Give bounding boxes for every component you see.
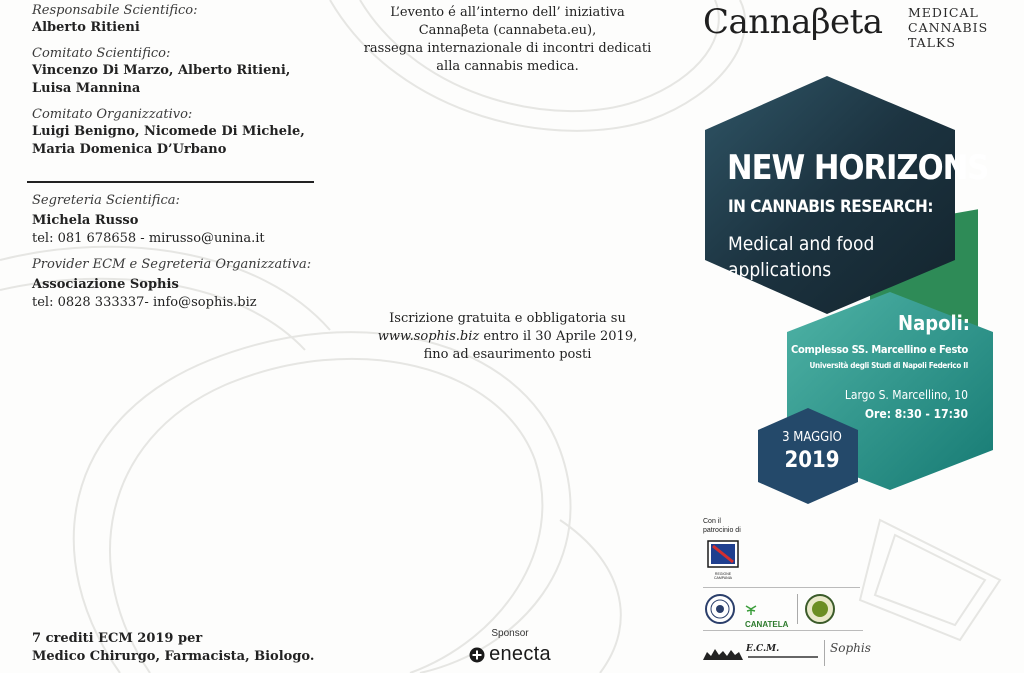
venue-label: Complesso SS. Marcellino e Festo: [790, 343, 968, 356]
comitato-scientifico-line1: Vincenzo Di Marzo, Alberto Ritieni,: [32, 63, 291, 78]
provider-ecm: [32, 256, 322, 312]
credits-block: [32, 630, 332, 666]
enecta-plus-icon: [469, 647, 485, 663]
subtitle-line1: MEDICAL: [908, 5, 979, 20]
title-line4: applications: [728, 259, 832, 281]
patronage-line2: patrocinio di: [703, 527, 741, 534]
intro-text: [355, 4, 660, 76]
regione-campania-logo: [707, 540, 739, 580]
cannabeta-logo: Cannaβeta: [703, 2, 883, 42]
green-seal-icon: [805, 594, 835, 624]
segreteria-label: Segreteria Scientifica:: [32, 193, 180, 208]
ecm-skyline-icon: [703, 646, 743, 660]
reg-line3: fino ad esaurimento posti: [423, 347, 592, 362]
university-seal-icon: [705, 594, 735, 624]
reg-line2: [355, 328, 660, 346]
intro-line2-rest: (cannabeta.eu),: [489, 23, 597, 38]
canatela-label: CANATELA: [745, 620, 789, 629]
cannabeta-subtitle: [908, 5, 988, 50]
resp-scientifico-label: Responsabile Scientifico:: [32, 3, 198, 18]
ecm-subtitle-line: [748, 656, 818, 658]
ecm-label: E.C.M.: [746, 644, 780, 654]
enecta-logo: [455, 643, 565, 666]
hours-label: Ore: 8:30 - 17:30: [864, 407, 968, 421]
segreteria-name: Michela Russo: [32, 213, 139, 228]
subtitle-line2: CANNABIS: [908, 20, 989, 35]
comitato-scientifico: [32, 45, 322, 98]
provider-name: Associazione Sophis: [32, 277, 179, 292]
title-line2: IN CANNABIS RESEARCH:: [728, 197, 933, 217]
date-day-month: 3 MAGGIO: [782, 430, 842, 445]
left-column: [32, 2, 322, 167]
comitato-organizzativo-line2: Maria Domenica D’Urbano: [32, 142, 227, 157]
address-label: Largo S. Marcellino, 10: [844, 388, 968, 402]
patronage-line1: Con il: [703, 518, 721, 525]
comitato-organizzativo: [32, 106, 322, 159]
sophis-logo: Sophis: [830, 641, 871, 655]
intro-line2: [355, 22, 660, 40]
sponsor-name: enecta: [489, 643, 551, 665]
logos-divider-1: [703, 587, 860, 588]
green-seal-logo: [805, 594, 835, 628]
segreteria-scientifica: [32, 192, 322, 248]
title-line1: NEW HORIZONS: [727, 148, 989, 188]
ecm-logo: [703, 645, 743, 664]
provider-label: Provider ECM e Segreteria Organizzativa:: [32, 257, 312, 272]
credits-line2: Medico Chirurgo, Farmacista, Biologo.: [32, 649, 315, 664]
resp-scientifico: [32, 2, 322, 37]
intro-brand: Cannaβeta: [418, 23, 490, 38]
reg-site-link[interactable]: www.sophis.biz: [377, 329, 480, 344]
date-year: 2019: [784, 448, 840, 473]
resp-scientifico-name: Alberto Ritieni: [32, 20, 140, 35]
comitato-scientifico-label: Comitato Scientifico:: [32, 46, 171, 61]
left-column-lower: [32, 192, 322, 320]
intro-line1: L’evento é all’interno dell’ iniziativa: [390, 5, 625, 20]
logo-separator-2: [824, 640, 825, 666]
comitato-organizzativo-label: Comitato Organizzativo:: [32, 107, 193, 122]
regione-label: REGIONE CAMPANIA: [713, 572, 733, 580]
logo-separator: [797, 594, 798, 624]
reg-line2-rest: entro il 30 Aprile 2019,: [479, 329, 638, 344]
sponsor-block: [455, 628, 565, 666]
registration-text: [355, 310, 660, 364]
section-divider: [27, 181, 314, 183]
university-label: Università degli Studi di Napoli Federico II: [809, 361, 968, 370]
title-line3: Medical and food: [728, 233, 875, 255]
subtitle-line3: TALKS: [908, 35, 956, 50]
regione-campania-emblem-icon: [707, 540, 739, 568]
intro-line3: rassegna internazionale di incontri dedicati: [363, 41, 652, 56]
patronage-label: [703, 517, 741, 535]
intro-line4: alla cannabis medica.: [436, 59, 579, 74]
comitato-scientifico-line2: Luisa Mannina: [32, 81, 141, 96]
unina-logo: [705, 594, 735, 628]
comitato-organizzativo-line1: Luigi Benigno, Nicomede Di Michele,: [32, 124, 305, 139]
logos-divider-2: [703, 630, 863, 631]
city-label: Napoli:: [898, 311, 970, 335]
reg-line1: Iscrizione gratuita e obbligatoria su: [389, 311, 626, 326]
provider-contact: tel: 0828 333337- info@sophis.biz: [32, 295, 257, 310]
canatela-logo: [745, 600, 788, 629]
credits-line1: 7 crediti ECM 2019 per: [32, 631, 203, 646]
leaf-icon: [745, 605, 757, 615]
segreteria-contact: tel: 081 678658 - mirusso@unina.it: [32, 231, 265, 246]
sponsor-label: Sponsor: [491, 628, 529, 639]
